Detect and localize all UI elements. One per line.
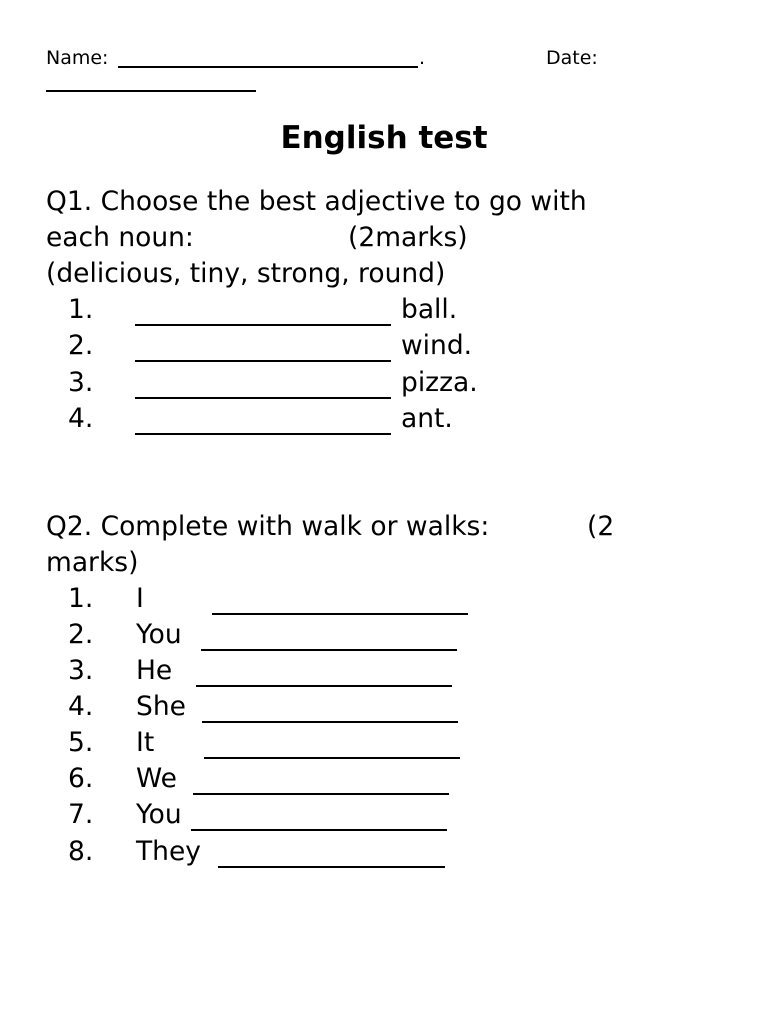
- q2-item-subject: You: [136, 799, 182, 830]
- q1-answer-blank[interactable]: [135, 324, 391, 326]
- q2-answer-blank[interactable]: [196, 685, 452, 687]
- q2-answer-blank[interactable]: [191, 829, 447, 831]
- q1-item-noun: ball.: [401, 294, 458, 325]
- q2-item-number: 7.: [68, 799, 94, 830]
- q2-item-subject: You: [136, 619, 182, 650]
- date-field[interactable]: [46, 90, 256, 92]
- q2-item-number: 6.: [68, 763, 94, 794]
- q1-item-noun: pizza.: [401, 367, 478, 398]
- q1-answer-blank[interactable]: [135, 397, 391, 399]
- q2-item-number: 5.: [68, 727, 94, 758]
- q2-answer-blank[interactable]: [218, 866, 445, 868]
- name-label: Name:: [46, 47, 109, 69]
- q1-item-number: 1.: [68, 294, 94, 325]
- q1-answer-blank[interactable]: [135, 433, 391, 435]
- q2-item-number: 3.: [68, 655, 94, 686]
- q2-item-subject: I: [136, 583, 144, 614]
- q1-prompt-cont: each noun:: [46, 222, 194, 253]
- q2-answer-blank[interactable]: [204, 757, 460, 759]
- q1-item-number: 2.: [68, 330, 94, 361]
- q1-answer-blank[interactable]: [135, 360, 391, 362]
- q2-prompt: Q2. Complete with walk or walks:: [46, 511, 490, 542]
- q2-item-subject: They: [136, 836, 201, 867]
- q2-item-subject: She: [136, 691, 186, 722]
- q1-item-noun: wind.: [401, 330, 473, 361]
- q2-item-number: 2.: [68, 619, 94, 650]
- name-period: .: [419, 47, 426, 69]
- q2-item-number: 8.: [68, 836, 94, 867]
- date-label: Date:: [546, 47, 598, 69]
- q1-prompt: Q1. Choose the best adjective to go with: [46, 186, 587, 217]
- page-title: English test: [280, 120, 488, 156]
- q2-item-subject: It: [136, 727, 155, 758]
- q2-answer-blank[interactable]: [193, 793, 449, 795]
- q2-marks: (2: [587, 511, 615, 542]
- q1-marks: (2marks): [348, 222, 468, 253]
- q1-options: (delicious, tiny, strong, round): [46, 258, 446, 289]
- q1-item-number: 4.: [68, 403, 94, 434]
- q1-item-number: 3.: [68, 367, 94, 398]
- q1-item-noun: ant.: [401, 403, 453, 434]
- name-field[interactable]: [118, 66, 418, 68]
- q2-item-number: 1.: [68, 583, 94, 614]
- q2-item-subject: We: [136, 763, 177, 794]
- q2-marks-cont: marks): [46, 547, 139, 578]
- q2-answer-blank[interactable]: [202, 721, 458, 723]
- q2-answer-blank[interactable]: [212, 613, 468, 615]
- q2-item-subject: He: [136, 655, 173, 686]
- q2-answer-blank[interactable]: [201, 649, 457, 651]
- q2-item-number: 4.: [68, 691, 94, 722]
